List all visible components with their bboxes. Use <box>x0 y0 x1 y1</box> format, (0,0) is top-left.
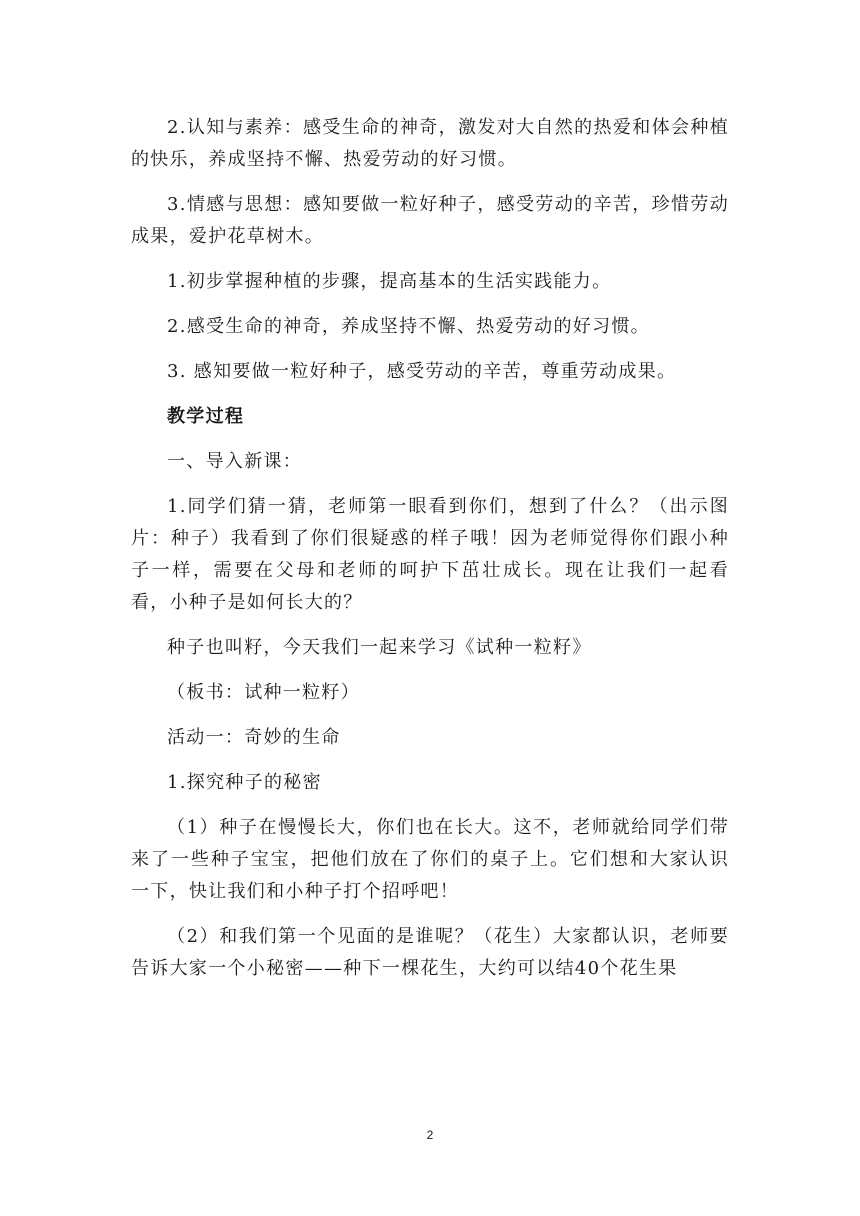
paragraph: 1.初步掌握种植的步骤，提高基本的生活实践能力。 <box>167 271 612 292</box>
section-heading: 教学过程 <box>167 406 245 427</box>
document-body <box>131 112 729 998</box>
paragraph: 2.感受生命的神奇，养成坚持不懈、热爱劳动的好习惯。 <box>167 316 650 337</box>
paragraph: （板书：试种一粒籽） <box>167 682 360 703</box>
paragraph: 3.情感与思想：感知要做一粒好种子，感受劳动的辛苦，珍惜劳动成果，爱护花草树木。 <box>131 194 729 247</box>
paragraph: 一、导入新课： <box>167 451 303 472</box>
page-number: 2 <box>426 1128 434 1142</box>
paragraph: 种子也叫籽，今天我们一起来学习《试种一粒籽》 <box>167 637 592 658</box>
paragraph: （2）和我们第一个见面的是谁呢？（花生）大家都认识，老师要告诉大家一个小秘密——种下一棵花生，大约可以结40个花生果 <box>131 926 729 979</box>
paragraph: 1.同学们猜一猜，老师第一眼看到你们，想到了什么？（出示图片：种子）我看到了你们很疑惑的样子哦！因为老师觉得你们跟小种子一样，需要在父母和老师的呵护下茁壮成长。现在让我们一起看看，小种子是如何长大的？ <box>131 496 729 613</box>
paragraph: 2.认知与素养：感受生命的神奇，激发对大自然的热爱和体会种植的快乐，养成坚持不懈、热爱劳动的好习惯。 <box>131 117 729 170</box>
paragraph: 活动一：奇妙的生命 <box>167 727 341 748</box>
paragraph: 1.探究种子的秘密 <box>167 772 322 793</box>
paragraph: 3. 感知要做一粒好种子，感受劳动的辛苦，尊重劳动成果。 <box>167 361 677 382</box>
paragraph: （1）种子在慢慢长大，你们也在长大。这不，老师就给同学们带来了一些种子宝宝，把他们放在了你们的桌子上。它们想和大家认识一下，快让我们和小种子打个招呼吧！ <box>131 817 729 902</box>
